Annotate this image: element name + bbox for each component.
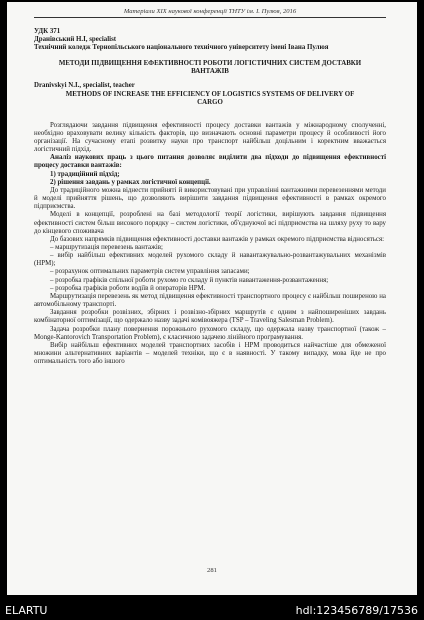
list-item: 2) рішення завдань у рамках логістичної концепції. bbox=[50, 178, 211, 186]
paragraph: Задача розробки плану повернення порожнього рухомого складу, що одержала назву транспортної (також – Monge-Kantorovich Transportation Problem), є класичною задачею лінійного програмування. bbox=[34, 325, 386, 341]
author-en: Dranivskyi N.I., specialist, teacher bbox=[34, 82, 135, 90]
handle-identifier: hdl:123456789/17536 bbox=[295, 604, 418, 617]
paragraph: Розглядаючи завдання підвищення ефективності процесу доставки вантажів у міжнародному сполученні, необхідно враховувати велику кількість факторів, що визначають основні параметри процесу й особливості його організації. На сучасному етапі розвитку науки про транспорт найбільш доцільним і коректним вважається логістичний підхід. bbox=[34, 121, 386, 154]
paragraph: Завдання розробки розвізних, збірних і розвізно-збірних маршрутів є одним з найпоширеніших завдань комбінаторної оптимізації, що одержало назву задачі комівояжера (TSP – Traveling Salesman Problem). bbox=[34, 309, 386, 325]
paragraph: До традиційного можна віднести прийняті й використовувані при управлінні вантажними перевезеннями методи й моделі прийняття рішень, що дозволяють вирішити завдання підвищення ефективності в рамках окремого підприємства. bbox=[34, 186, 386, 211]
list-item: – розрахунок оптимальних параметрів систем управління запасами; bbox=[50, 268, 250, 276]
page-number: 281 bbox=[207, 567, 217, 574]
title-en: METHODS OF INCREASE THE EFFICIENCY OF LOGISTICS SYSTEMS OF DELIVERY OF CARGO bbox=[65, 91, 355, 107]
list-item: – розробка графіків спільної роботи рухомо го складу й пунктів навантаження-розвантаження; bbox=[50, 276, 329, 284]
paragraph: Аналіз наукових праць з цього питання дозволяє виділити два підходи до підвищення ефективності процесу доставки вантажів: bbox=[34, 154, 386, 170]
affiliation: Технічний коледж Тернопільського національного технічного університету імені Івана Пулюя bbox=[34, 44, 329, 52]
article-body bbox=[34, 122, 386, 367]
list-item: – маршрутизація перевезень вантажів; bbox=[50, 243, 163, 251]
paragraph: До базових напрямків підвищення ефективності доставки вантажів у рамках окремого підприємства відносяться: bbox=[50, 235, 385, 243]
repository-label: ELARTU bbox=[5, 604, 48, 617]
running-head: Матеріали XIX наукової конференції ТНТУ ім. І. Пулюя, 2016 bbox=[34, 8, 386, 18]
udk-code: УДК 371 bbox=[34, 28, 61, 35]
paragraph: Моделі в концепції, розроблені на базі методології теорії логістики, вирішують завдання підвищення ефективності систем більш високого порядку – систем логістики, об'єднуючої всі підприємства на шляху руху то вару до кінцевого споживача bbox=[34, 211, 386, 235]
paragraph: Вибір найбільш ефективних моделей транспортних засобів і НРМ проводиться найчастіше для обмеженої множини альтернативних варіантів – моделей техніки, що є в наявності. У такому випадку, мова йде не про оптимальність того або іншого bbox=[34, 341, 386, 366]
list-item: – вибір найбільш ефективних моделей рухомого складу й навантажувально-розвантажувальних механізмів (НРМ); bbox=[34, 252, 386, 268]
paragraph: Маршрутизація перевезень як метод підвищення ефективності транспортного процесу є найбільш поширеною на автомобільному транспорті. bbox=[34, 292, 386, 309]
list-item: – розробка графіків роботи водіїв й операторів НРМ. bbox=[50, 284, 206, 292]
document-page bbox=[7, 2, 417, 595]
author-ua: Дранівський Н.І, specialist bbox=[34, 36, 117, 44]
title-ua: МЕТОДИ ПІДВИЩЕННЯ ЕФЕКТИВНОСТІ РОБОТИ ЛОГІСТИЧНИХ СИСТЕМ ДОСТАВКИ ВАНТАЖІВ bbox=[58, 59, 362, 75]
list-item: 1) традиційний підхід; bbox=[50, 170, 120, 178]
